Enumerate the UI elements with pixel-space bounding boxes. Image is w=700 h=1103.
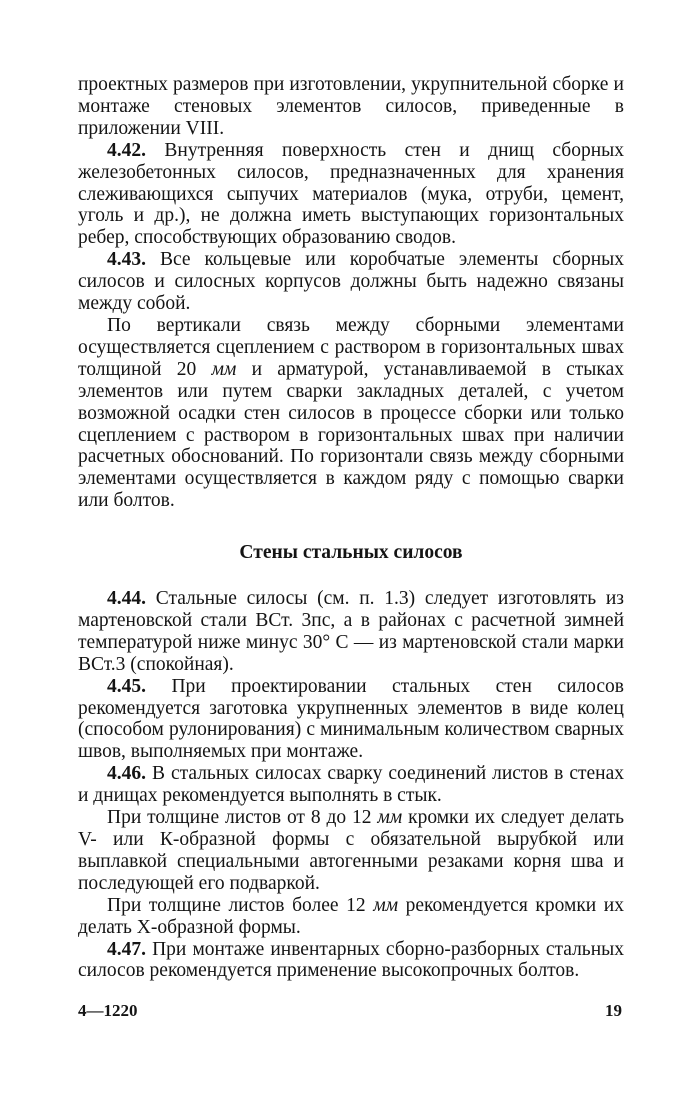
page-body [78, 74, 624, 982]
paragraph-4-45: 4.45. При проектировании стальных стен силосов рекомендуется заготовка укрупненных элементов в виде колец (способом рулонирования) с минимальным количеством сварных швов, выполняемых при монтаже. [78, 675, 624, 763]
unit-mm: мм [211, 358, 237, 380]
print-code: 4—1220 [78, 1001, 138, 1020]
clause-number: 4.43. [107, 249, 146, 271]
paragraph-4-44: 4.44. Стальные силосы (см. п. 1.3) следует изготовлять из мартеновской стали ВСт. 3пс, а в районах с расчетной зимней температурой ниже минус 30° С — из мартеновской стали марки ВСт.3 (спокойная). [78, 588, 624, 675]
paragraph-sheet-over-12: При толщине листов более 12 мм рекомендуется кромки их делать Х-образной формы. [78, 894, 624, 938]
paragraph-sheet-8-12: При толщине листов от 8 до 12 мм кромки их следует делать V- или К-образной формы с обязательной вырубкой или выплавкой специальными автогенными резаками корня шва и последующей его подваркой. [78, 807, 624, 894]
section-title: Стены стальных силосов [239, 542, 463, 564]
clause-number: 4.45. [107, 675, 146, 697]
paragraph-continuation: проектных размеров при изготовлении, укрупнительной сборке и монтаже стеновых элементов силосов, приведенные в приложении VIII. [78, 74, 624, 139]
paragraph-4-47: 4.47. При монтаже инвентарных сборно-разборных стальных силосов рекомендуется применение высокопрочных болтов. [78, 938, 624, 982]
unit-mm: мм [373, 894, 399, 916]
clause-number: 4.42. [107, 139, 146, 161]
clause-number: 4.44. [107, 588, 146, 610]
paragraph-4-42: 4.42. Внутренняя поверхность стен и днищ сборных железобетонных силосов, предназначенных для хранения слеживающихся сыпучих материалов (мука, отруби, цемент, уголь и др.), не должна иметь выступающих горизонтальных ребер, способствующих образованию сводов. [78, 139, 624, 249]
paragraph-4-43: 4.43. Все кольцевые или коробчатые элементы сборных силосов и силосных корпусов должны быть надежно связаны между собой. [78, 249, 624, 315]
clause-number: 4.47. [107, 938, 146, 960]
unit-mm: мм [377, 807, 403, 829]
paragraph-vertical-connection: По вертикали связь между сборными элементами осуществляется сцеплением с раствором в горизонтальных швах толщиной 20 мм и арматурой, устанавливаемой в стыках элементов или путем сварки закладных деталей, с учетом возможной осадки стен силосов в процессе сборки или только сцеплением с раствором в горизонтальных швах при наличии расчетных обоснований. По горизонтали связь между сборными элементами осуществляется в каждом ряду с помощью сварки или болтов. [78, 314, 624, 512]
clause-number: 4.46. [107, 763, 146, 785]
page-number: 19 [605, 1001, 622, 1020]
paragraph-4-46: 4.46. В стальных силосах сварку соединений листов в стенах и днищах рекомендуется выполнять в стык. [78, 763, 624, 807]
